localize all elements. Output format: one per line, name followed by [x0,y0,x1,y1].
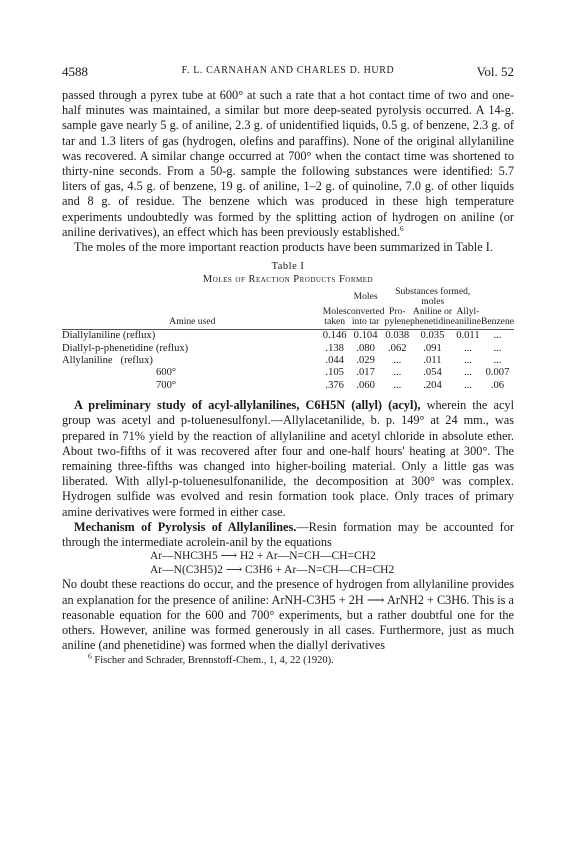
table-header-row [62,317,514,330]
footnote [62,651,514,667]
paragraph-text: —Resin formation may be accounted for through the intermediate acrolein-anil by the equations [62,519,514,550]
table-cell: ... [463,342,472,354]
header-cell: taken [323,317,347,330]
header-cell: into tar [347,317,385,330]
table-cell: Diallyl-p-phenetidine (reflux) [62,342,189,354]
paragraph-continued [62,88,514,240]
volume-label: Vol. 52 [476,64,514,79]
table-cell: Allylaniline (reflux) [62,355,153,367]
page-number: 4588 [62,64,88,79]
table-cell: ... [393,355,402,367]
header-cell-group: Substances formed, moles [395,286,471,308]
table-cell: .017 [356,367,375,379]
table-cell: .062 [388,342,407,354]
table-row [62,380,514,392]
table-label: Table I [271,261,305,273]
footnote-text: Fischer and Schrader, Brennstoff-Chem., 1, 4, 22 (1920). [94,655,334,667]
table-cell: 0.104 [353,330,378,342]
header-cell: Pro- [389,306,406,318]
header-cell: converted [346,306,385,318]
section-heading: Mechanism of Pyrolysis of Allylanilines. [74,519,297,534]
table-row [62,367,514,379]
table-cell: .376 [325,379,344,391]
header-cell: Moles [322,306,347,318]
table-cell: 700° [156,379,177,391]
table-cell: ... [393,379,402,391]
table-cell: .204 [423,379,442,391]
table-caption [62,273,514,286]
paragraph-discussion: No doubt these reactions do occur, and the presence of hydrogen from allylaniline provides an explanation for the presence of aniline: ArNH-C3H5 + 2H ⟶ ArNH2 + C3H6. This is a reasonable equation for the 600 and 700° experiments, but a rather doubtful one for the others. However, aniline was formed generously in all cases. Furthermore, just as much aniline (and phenetidine) was formed when the diallyl derivatives [62,577,514,653]
table-caption-text: Moles of Reaction Products Formed [202,274,374,286]
paragraph-text: passed through a pyrex tube at 600° at such a rate that a hot contact time of two and one-half minutes was maintained, a similar but more deep-seated pyrolysis occurred. A 14-g. sample gave nearly 5 g. of aniline, 2.3 g. of unidentified liquids, 0.5 g. of benzene, 2.3 g. of tar and 1.3 liters of gas (hydrogen, olefins and paraffins). None of the original allylaniline was recovered. A similar change occurred at 700° when the contact time was shortened to thirty-nine seconds. From a 50-g. sample the following substances were identified: 5.7 liters of gas, 4.5 g. of benzene, 19 g. of aniline, 1–2 g. of quinoline, 7.0 g. of other liquids and 8 g. of residue. The benzene which was produced in these high temperature experiments undoubtedly was formed by the splitting action of hydrogen on aniline (or aniline derivatives), an effect which has been previously established. [62,88,514,239]
table-cell: 0.146 [322,330,347,342]
paragraph-text: wherein the acyl group was acetyl and p-toluenesulfonyl.—Allylacetanilide, b. p. 149° at 24 mm., was prepared in 71% yield by the reaction of allylaniline and acetyl chloride in absolute ether. About two-fifths of it was recovered after four and one-half hours' heating at 300°. The remaining three-fifths was changed into higher-boiling material. Only a little gas was liberated. With allyl-p-toluenesulfonanilide, the decomposition at 300° was complex. Hydrogen sulfide was evolved and resin formation took place. Only traces of primary amine derivatives were formed in either case. [62,398,514,519]
footnote-mark: 6 [88,651,92,661]
table-header-row [62,287,514,307]
table-cell: .044 [325,355,344,367]
header-cell: aniline [455,317,481,330]
header-cell: Moles [353,291,378,303]
table-cell: ... [493,330,502,342]
table-cell: 0.007 [485,367,510,379]
section-heading: A preliminary study of acyl-allylanilines, [74,398,300,413]
table-cell: .138 [325,342,344,354]
page-header [62,64,514,80]
paragraph-summary: The moles of the more important reaction products have been summarized in Table I. [74,240,493,255]
header-cell: pylene [385,317,411,330]
table-cell: .011 [423,355,442,367]
equation: Ar—N(C3H5)2 ⟶ C3H6 + Ar—N=CH—CH=CH2 [150,563,395,576]
products-table [62,287,514,392]
table-cell: ... [463,379,472,391]
page-body [62,88,514,667]
table-cell: .105 [325,367,344,379]
header-cell: phenetidine [410,317,455,330]
table-cell: ... [493,355,502,367]
table-cell: ... [493,342,502,354]
table-cell: ... [463,355,472,367]
header-cell: Benzene [481,317,514,330]
table-cell: .060 [356,379,375,391]
header-cell [323,287,347,307]
table-cell: ... [463,367,472,379]
table-cell: .029 [356,355,375,367]
table-cell: 0.035 [420,330,445,342]
formula: C6H5N (allyl) (acyl), [305,398,421,413]
header-cell [481,287,514,307]
footnote-ref: 6 [399,223,404,233]
table-cell: .091 [423,342,442,354]
equation: Ar—NHC3H5 ⟶ H2 + Ar—N=CH—CH=CH2 [150,550,376,563]
table-cell: 0.038 [385,330,410,342]
table-cell: 600° [156,367,177,379]
table-cell: 0.011 [456,330,480,342]
table-cell: .06 [490,379,505,391]
table-row [62,355,514,367]
header-cell [62,287,323,307]
table-wrapper [62,287,514,392]
table-cell: Diallylaniline (reflux) [62,330,156,342]
table-cell: ... [393,367,402,379]
header-cell: Amine used [62,317,323,330]
paragraph-mechanism [62,520,514,550]
header-cell: Aniline or [412,306,453,318]
paragraph-acyl-study [62,398,514,520]
table-cell: .054 [423,367,442,379]
header-cell: Allyl- [456,306,480,318]
table-row [62,343,514,355]
running-title: F. L. CARNAHAN AND CHARLES D. HURD [181,65,395,76]
table-row [62,330,514,343]
table-cell: .080 [356,342,375,354]
